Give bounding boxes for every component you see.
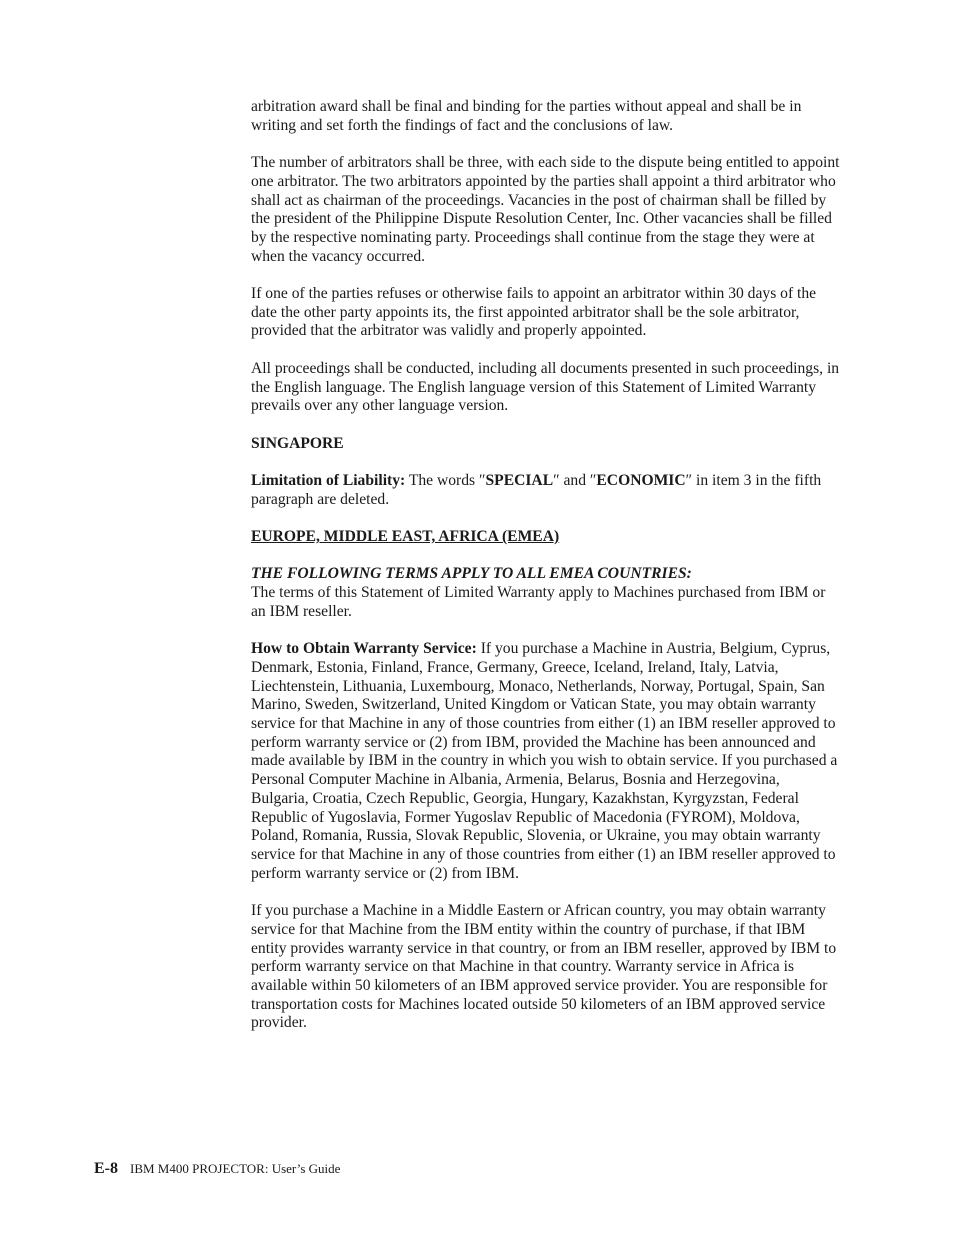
term-economic: ECONOMIC bbox=[596, 471, 686, 489]
text-segment: The words ″ bbox=[405, 471, 486, 489]
paragraph-limitation-of-liability bbox=[251, 472, 841, 509]
text-segment: ″ in item 3 in the fifth paragraph are deleted. bbox=[251, 471, 822, 508]
paragraph-arbitrators: The number of arbitrators shall be three, with each side to the dispute being entitled to appoint one arbitrator. The two arbitrators appointed by the parties shall appoint a third arbitrator who shall act as chairman of the proceedings. Vacancies in the post of chairman shall be filled by the president of the Philippine Dispute Resolution Center, Inc. Other vacancies shall be filled by the respective nominating party. Proceedings shall continue from the stage they were at when the vacancy occurred. bbox=[251, 154, 840, 265]
text-segment: ″ and ″ bbox=[553, 471, 597, 489]
paragraph-language: All proceedings shall be conducted, including all documents presented in such proceedings, in the English language. The English language version of this Statement of Limited Warranty prevails over any other language version. bbox=[251, 359, 840, 415]
term-special: SPECIAL bbox=[485, 471, 554, 489]
document-body bbox=[251, 98, 841, 1033]
label-how-to-obtain-warranty-service: How to Obtain Warranty Service: bbox=[251, 640, 477, 658]
label-limitation-of-liability: Limitation of Liability: bbox=[251, 471, 406, 489]
heading-singapore: SINGAPORE bbox=[251, 434, 344, 452]
paragraph-emea-intro: The terms of this Statement of Limited Warranty apply to Machines purchased from IBM or an IBM reseller. bbox=[251, 584, 826, 620]
footer-title: IBM M400 PROJECTOR: User’s Guide bbox=[130, 1161, 341, 1176]
page-footer bbox=[94, 1160, 340, 1178]
paragraph-arbitration-award: arbitration award shall be final and binding for the parties without appeal and shall be in writing and set forth the findings of fact and the conclusions of law. bbox=[251, 98, 802, 134]
paragraph-appointment: If one of the parties refuses or otherwise fails to appoint an arbitrator within 30 days of the date the other party appoints its, the first appointed arbitrator shall be the sole arbitrator, provided that the arbitrator was validly and properly appointed. bbox=[251, 285, 817, 340]
subheading-emea-terms: THE FOLLOWING TERMS APPLY TO ALL EMEA COUNTRIES: bbox=[251, 565, 692, 583]
text-segment: If you purchase a Machine in Austria, Belgium, Cyprus, Denmark, Estonia, Finland, France, Germany, Greece, Iceland, Ireland, Italy, Latvia, Liechtenstein, Lithuania, Luxembourg, Monaco, Netherlands, Norway, Portugal, Spain, San Marino, Sweden, Switzerland, United Kingdom or Vatican State, you may obtain warranty service for that Machine in any of those countries from either (1) an IBM reseller approved to perform warranty service or (2) from IBM, provided the Machine has been announced and made available by IBM in the country in which you wish to obtain service. If you purchased a Personal Computer Machine in Albania, Armenia, Belarus, Bosnia and Herzegovina, Bulgaria, Croatia, Czech Republic, Georgia, Hungary, Kazakhstan, Kyrgyzstan, Federal Republic of Yugoslavia, Former Yugoslav Republic of Macedonia (FYROM), Moldova, Poland, Romania, Russia, Slovak Republic, Slovenia, or Ukraine, you may obtain warranty service for that Machine in any of those countries from either (1) an IBM reseller approved to perform warranty service or (2) from IBM. bbox=[251, 640, 838, 882]
page-number: E-8 bbox=[94, 1160, 118, 1177]
heading-emea: EUROPE, MIDDLE EAST, AFRICA (EMEA) bbox=[251, 528, 560, 546]
paragraph-warranty-service bbox=[251, 640, 841, 883]
paragraph-middle-east-africa: If you purchase a Machine in a Middle Eastern or African country, you may obtain warranty service for that Machine from the IBM entity within the country of purchase, if that IBM entity provides warranty service in that country, or from an IBM reseller, approved by IBM to perform warranty service on that Machine in that country. Warranty service in Africa is available within 50 kilometers of an IBM approved service provider. You are responsible for transportation costs for Machines located outside 50 kilometers of an IBM approved service provider. bbox=[251, 902, 837, 1032]
